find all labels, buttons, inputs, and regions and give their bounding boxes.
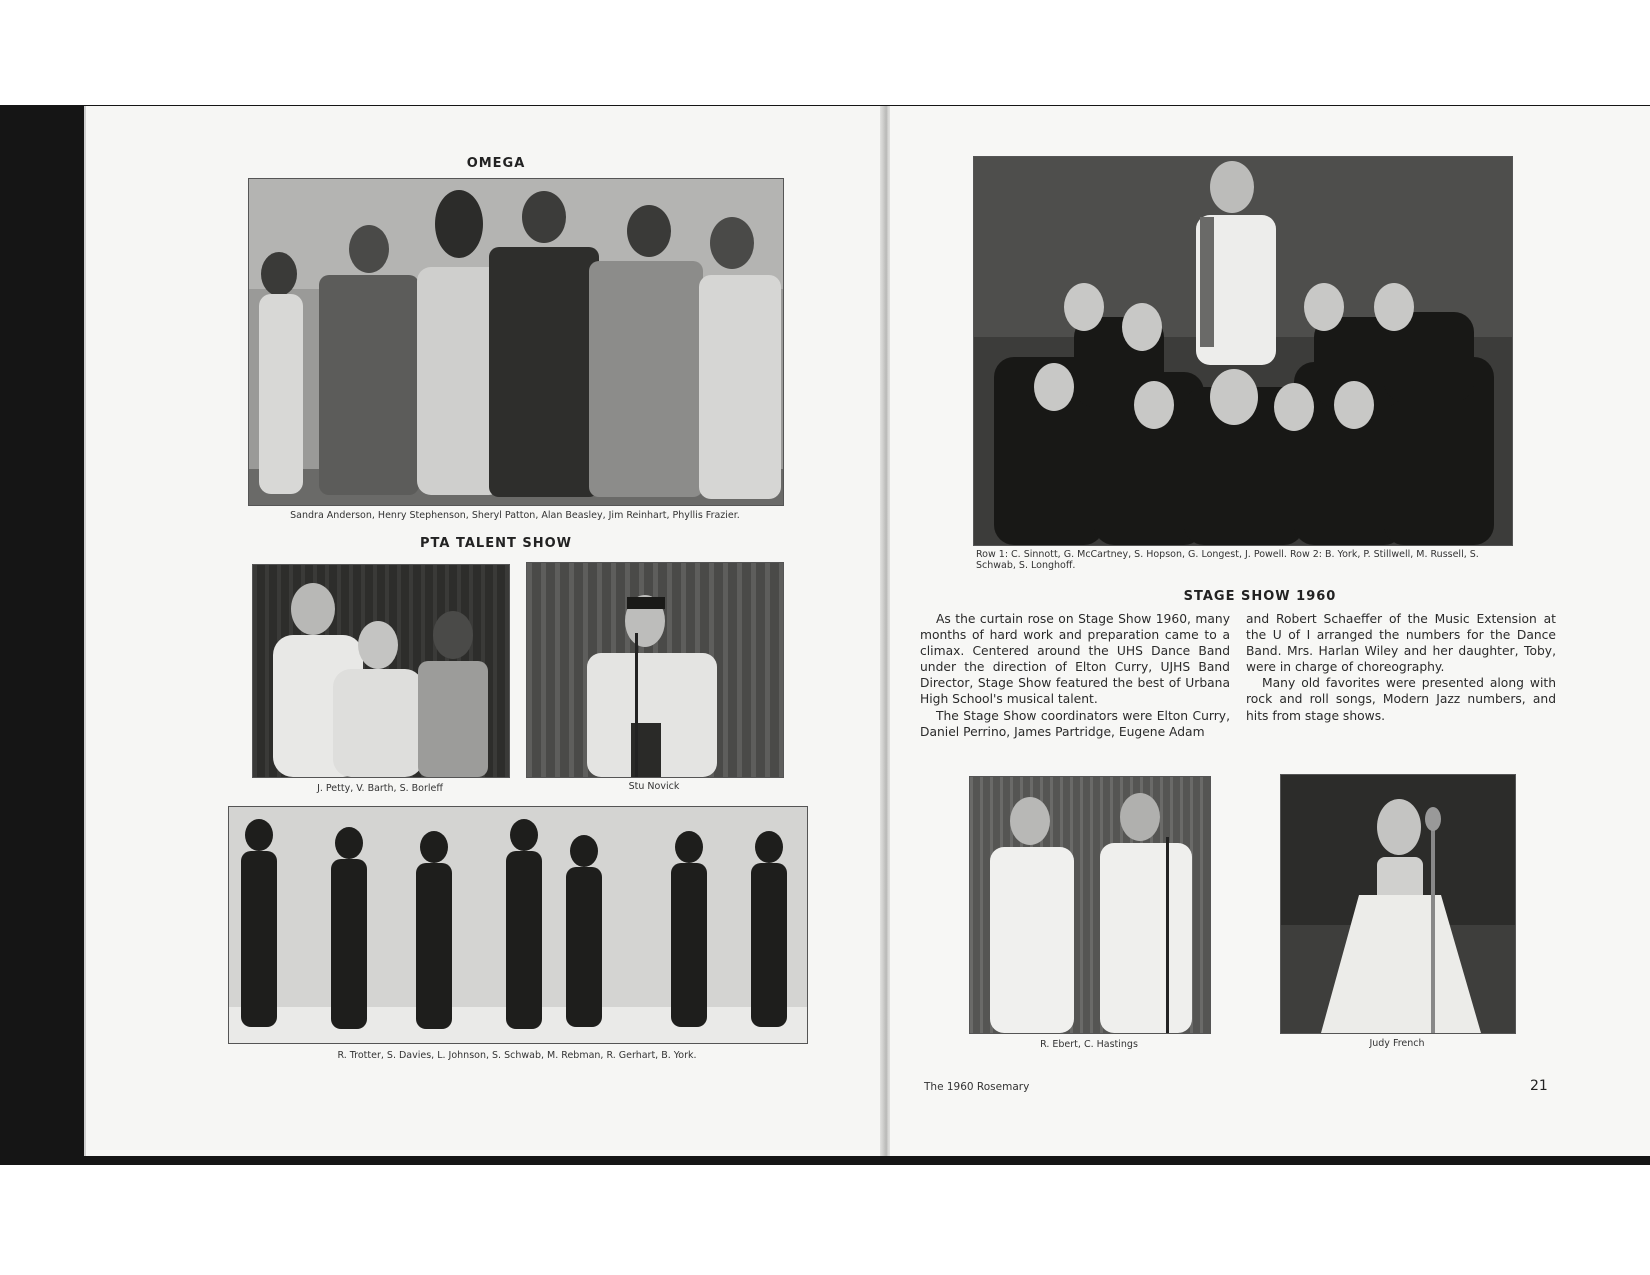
stage-band-photo <box>973 156 1513 546</box>
pta-trio-caption: J. Petty, V. Barth, S. Borleff <box>317 783 443 794</box>
omega-caption: Sandra Anderson, Henry Stephenson, Sheryl Patton, Alan Beasley, Jim Reinhart, Phyllis Frazier. <box>290 510 740 521</box>
solo-singer-photo <box>1280 774 1516 1034</box>
book-footer: The 1960 Rosemary <box>924 1081 1030 1093</box>
stage-show-heading: STAGE SHOW 1960 <box>1183 589 1337 604</box>
right-page <box>890 106 1650 1156</box>
stage-band-caption: Row 1: C. Sinnott, G. McCartney, S. Hopson, G. Longest, J. Powell. Row 2: B. York, P. Stillwell, M. Russell, S. Schwab, S. Longhoff. <box>976 549 1479 571</box>
pta-solo-caption: Stu Novick <box>628 781 680 792</box>
left-page <box>84 106 888 1156</box>
pta-trio-photo <box>252 564 510 778</box>
solo-singer-caption: Judy French <box>1369 1038 1425 1049</box>
pta-dancers-photo <box>228 806 808 1044</box>
stage-show-paragraph-4: Many old favorites were presented along with rock and roll songs, Modern Jazz numbers, and hits from stage shows. <box>1246 676 1556 723</box>
stage-show-paragraph-3: and Robert Schaeffer of the Music Extension at the U of I arranged the numbers for the Dance Band. Mrs. Harlan Wiley and her daughter, Toby, were in charge of choreography. <box>1246 612 1556 675</box>
omega-group-photo <box>248 178 784 506</box>
pta-heading: PTA TALENT SHOW <box>420 536 572 551</box>
omega-heading: OMEGA <box>466 156 526 171</box>
pta-dancers-caption: R. Trotter, S. Davies, L. Johnson, S. Schwab, M. Rebman, R. Gerhart, B. York. <box>337 1050 697 1061</box>
duo-singers-photo <box>969 776 1211 1034</box>
pta-solo-photo <box>526 562 784 778</box>
yearbook-spread <box>84 106 1650 1156</box>
duo-singers-caption: R. Ebert, C. Hastings <box>1040 1039 1138 1050</box>
stage-show-paragraph-2: The Stage Show coordinators were Elton Curry, Daniel Perrino, James Partridge, Eugene Adam <box>920 708 1230 739</box>
stage-show-column-2 <box>1246 611 1556 724</box>
stage-show-column-1 <box>920 611 1230 740</box>
page-number: 21 <box>1530 1078 1548 1094</box>
stage-show-paragraph-1: As the curtain rose on Stage Show 1960, many months of hard work and preparation came to a climax. Centered around the UHS Dance Band under the direction of Elton Curry, UJHS Band Director, Stage Show featured the best of Urbana High School's musical talent. <box>920 612 1230 707</box>
